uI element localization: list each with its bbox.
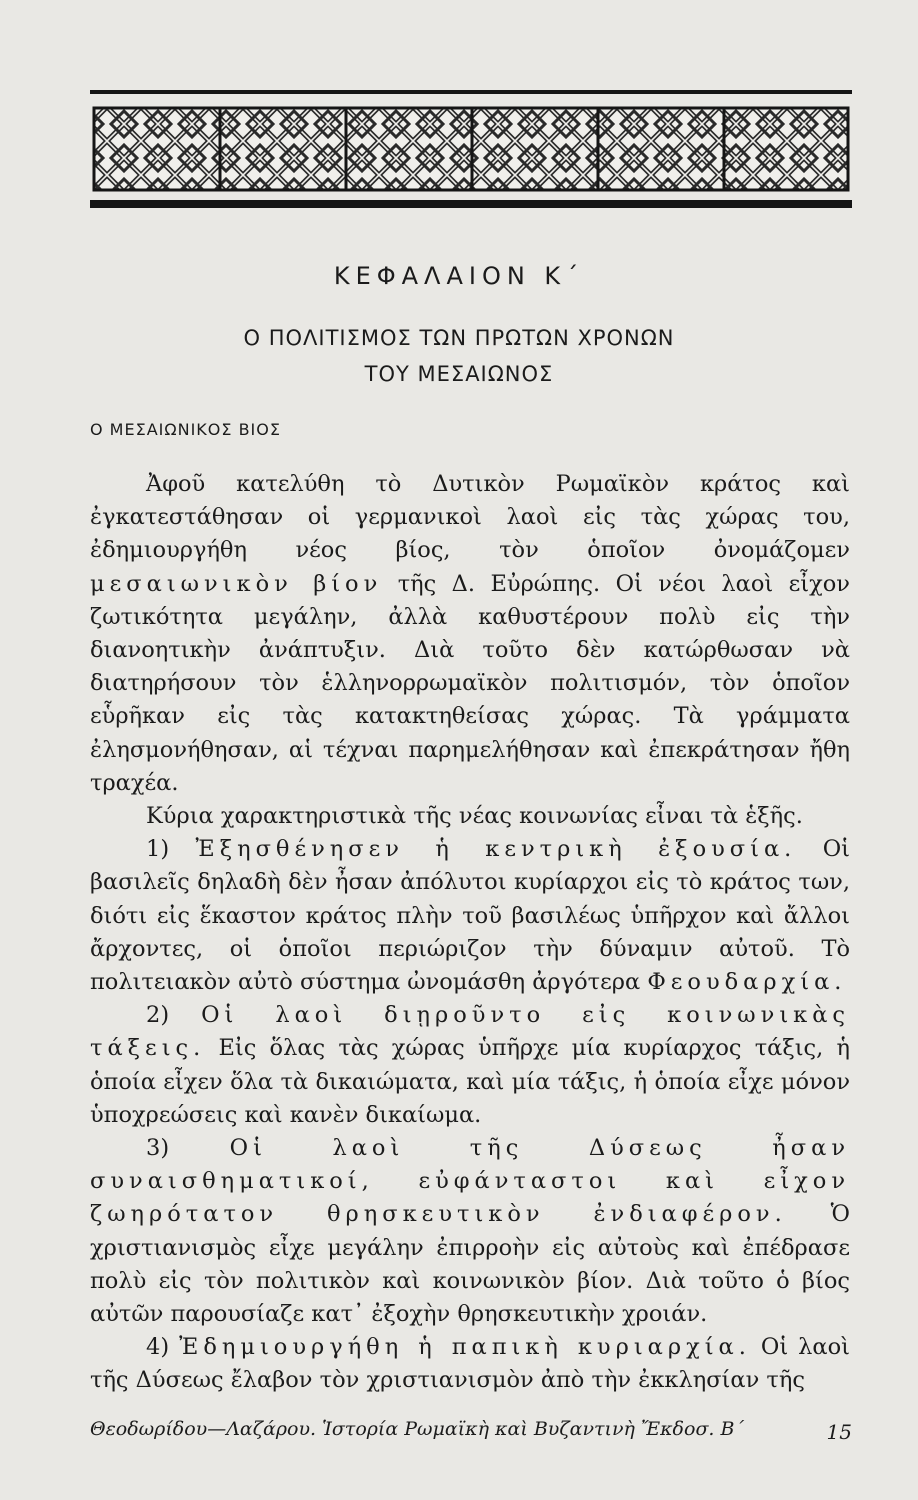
paragraph-1: Ἀφοῦ κατελύθη τὸ Δυτικὸν Ρωμαϊκὸν κράτος καὶ ἐγκατεστάθησαν οἱ γερμανικοὶ λαοὶ εἰς τὰς χώρας του, ἐδημιουργήθη νέος βίος, τὸν ὁποῖον ὀνομάζομεν μεσαιωνικὸν βίον τῆς Δ. Εὐρώπης. Οἱ νέοι λαοὶ εἶχον ζωτικότητα μεγάλην, ἀλλὰ καθυστέρουν πολὺ εἰς τὴν διανοητικὴν ἀνάπτυξιν. Διὰ τοῦτο δὲν κατώρθωσαν νὰ διατηρήσουν τὸν ἑλληνορρωμαϊκὸν πολιτισμόν, τὸν ὁποῖον εὗρῆκαν εἰς τὰς κατακτηθείσας χώρας. Τὰ γράμματα ἐλησμονήθησαν, αἱ τέχναι παρημελήθησαν καὶ ἐπεκράτησαν ἤθη τραχέα. <box>90 471 850 796</box>
chapter-title-line-1: Ο ΠΟΛΙΤΙΣΜΟΣ ΤΩΝ ΠΡΩΤΩΝ ΧΡΟΝΩΝ <box>243 326 675 350</box>
paragraph-6: 4) Ἐδημιουργήθη ἡ παπικὴ κυριαρχία. Οἱ λαοὶ τῆς Δύσεως ἔλαβον τὸν χριστιανισμὸν ἀπὸ τὴν ἐκκλησίαν τῆς <box>90 1334 850 1394</box>
celtic-knot-ornament-band <box>90 90 852 208</box>
paragraph-3: 1) Ἐξησθένησεν ἡ κεντρικὴ ἐξουσία. Οἱ βασιλεῖς δηλαδὴ δὲν ἦσαν ἀπόλυτοι κυρίαρχοι εἰς τὸ κράτος των, διότι εἰς ἕκαστον κράτος πλὴν τοῦ βασιλέως ὑπῆρχον καὶ ἄλλοι ἄρχοντες, οἱ ὁποῖοι περιώριζον τὴν δύναμιν αὐτοῦ. Τὸ πολιτειακὸν αὐτὸ σύστημα ὠνομάσθη ἀργότερα Φεουδαρχία. <box>90 836 850 996</box>
emphasis-term: Φεουδαρχία <box>647 969 835 996</box>
chapter-title <box>0 320 918 392</box>
emphasis-term: μεσαιωνικὸν βίον <box>90 570 383 597</box>
chapter-title-line-2: ΤΟΥ ΜΕΣΑΙΩΝΟΣ <box>364 362 554 386</box>
body-text <box>90 468 850 1398</box>
section-heading: Ο ΜΕΣΑΙΩΝΙΚΟΣ ΒΙΟΣ <box>90 420 281 439</box>
paragraph-2: Κύρια χαρακτηριστικὰ τῆς νέας κοινωνίας εἶναι τὰ ἑξῆς. <box>146 803 803 830</box>
paragraph-5: 3) Οἱ λαοὶ τῆς Δύσεως ἦσαν συναισθηματικοί, εὐφάνταστοι καὶ εἶχον ζωηρότατον θρησκευτικὸν ἐνδιαφέρον. Ὁ χριστιανισμὸς εἶχε μεγάλην ἐπιρροὴν εἰς αὐτοὺς καὶ ἐπέδρασε πολὺ εἰς τὸν πολιτικὸν καὶ κοινωνικὸν βίον. Διὰ τοῦτο ὁ βίος αὐτῶν παρουσίαζε κατ᾿ ἐξοχὴν θρησκευτικὴν χροιάν. <box>90 1135 850 1328</box>
emphasis-term: Ἐξησθένησεν ἡ κεντρικὴ ἐξουσία. <box>195 836 797 863</box>
emphasis-term: Ἐδημιουργήθη ἡ παπικὴ κυριαρχία. <box>179 1334 751 1361</box>
footer-citation: Θεοδωρίδου—Λαζάρου. Ἱστορία Ρωμαϊκὴ καὶ Βυζαντινὴ Ἔκδοσ. Β΄ <box>90 1418 744 1440</box>
page-number: 15 <box>826 1420 852 1444</box>
chapter-heading: ΚΕΦΑΛΑΙΟΝ Κ΄ <box>333 262 585 290</box>
emphasis-term: Οἱ λαοὶ διῃροῦντο εἰς κοινωνικὰς τάξεις. <box>90 1002 850 1062</box>
emphasis-term: Οἱ λαοὶ τῆς Δύσεως ἦσαν συναισθηματικοί, εὐφάνταστοι καὶ εἶχον ζωηρότατον θρησκευτικὸν ἐνδιαφέρον. <box>90 1135 850 1228</box>
paragraph-4: 2) Οἱ λαοὶ διῃροῦντο εἰς κοινωνικὰς τάξεις. Εἰς ὅλας τὰς χώρας ὑπῆρχε μία κυρίαρχος τάξις, ἡ ὁποία εἶχεν ὅλα τὰ δικαιώματα, καὶ μία τάξις, ἡ ὁποία εἶχε μόνον ὑποχρεώσεις καὶ κανὲν δικαίωμα. <box>90 1002 850 1128</box>
